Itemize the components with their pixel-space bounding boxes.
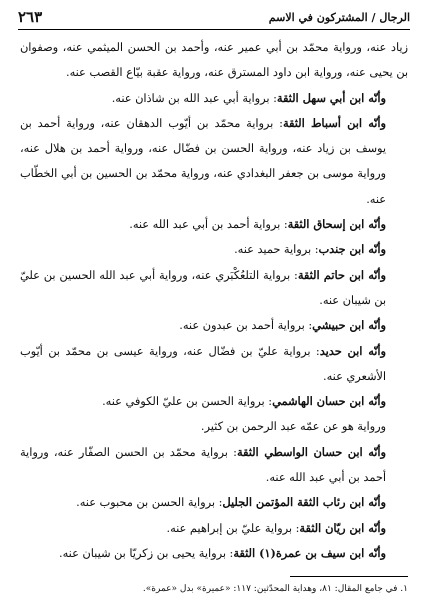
- entry-text: : برواية محمّد بن أيّوب الدهقان عنه، ورواية أحمد بن يوسف بن زياد عنه، ورواية الحسن بن فضّال عنه، ورواية أحمد بن هلال عنه، ورواية موسى بن جعفر البغدادي عنه، ورواية محمّد بن الحسين بن أبي الخطّاب عنه.: [20, 116, 386, 206]
- page-header: [18, 6, 410, 28]
- paragraph: [20, 490, 408, 515]
- entry-text: : برواية محمّد بن الحسن الصفّار عنه، ورواية أحمد بن أبي عبد الله عنه.: [20, 445, 386, 485]
- footnote-divider: [290, 576, 408, 577]
- entry-name: وأنّه ابن أسباط الثقة: [283, 115, 387, 130]
- paragraph: [20, 339, 408, 390]
- entry-name: وأنّه ابن أبي سهل الثقة: [276, 90, 386, 105]
- paragraph: [20, 35, 408, 86]
- entry-text: : برواية الحسن بن محبوب عنه.: [76, 496, 223, 510]
- entry-name: وأنّه ابن حسان الواسطي الثقة: [236, 444, 386, 459]
- paragraph: [20, 86, 408, 111]
- entry-text: : برواية عليّ بن إبراهيم عنه.: [166, 521, 300, 535]
- entry-name: وأنّه ابن رئاب الثقة المؤتمن الجليل: [222, 495, 386, 510]
- entry-name: وأنّه ابن حديد: [319, 343, 386, 358]
- paragraph: [20, 237, 408, 262]
- entry-name: وأنّه ابن حاتم الثقة: [297, 267, 386, 282]
- paragraph: [20, 541, 408, 566]
- entry-name: وأنّه ابن حبيشي: [312, 318, 386, 333]
- page-number: ٢٦٣: [18, 8, 43, 26]
- entry-text: : برواية أحمد بن عبدون عنه.: [179, 319, 313, 333]
- entry-text: : برواية عليّ بن فضّال عنه، ورواية عيسى بن محمّد بن أيّوب الأشعري عنه.: [20, 344, 386, 383]
- paragraph: [20, 212, 408, 237]
- paragraph: [20, 263, 408, 314]
- paragraph: [20, 389, 408, 414]
- entry-name: وأنّه ابن جندب: [318, 242, 386, 257]
- entry-name: وأنّه ابن حسان الهاشمي: [272, 394, 386, 409]
- header-divider: [18, 29, 410, 30]
- entry-name: وأنّه ابن ريّان الثقة: [299, 520, 386, 535]
- entry-text: زياد عنه، ورواية محمّد بن أبي عمير عنه، وأحمد بن الحسن الميثمي عنه، وصفوان بن يحيى عنه، ورواية ابن داود المسترق عنه، ورواية عقبة بيّاع القصب عنه.: [20, 41, 408, 80]
- footnote: ١. في جامع المقال: ٨١، وهداية المحدّثين: ١١٧: «عميرة» بدل «عمرة».: [142, 584, 408, 594]
- entry-text: : برواية أبي عبد الله بن شاذان عنه.: [111, 91, 277, 105]
- entry-text: : برواية التلعُكْبَري عنه، ورواية أبي عبد الله الحسين بن عليّ بن شيبان عنه.: [20, 268, 386, 307]
- paragraph: [20, 414, 408, 439]
- paragraph: [20, 111, 408, 212]
- entry-text: : برواية الحسن بن عليّ الكوفي عنه.: [102, 395, 273, 409]
- entry-text: : برواية حميد عنه.: [234, 243, 319, 257]
- entry-name: وأنّه ابن سيف بن عمرة(١) الثقة: [233, 545, 386, 560]
- running-title: الرجال / المشتركون في الاسم: [268, 10, 410, 24]
- body-text: [20, 35, 408, 566]
- entry-text: ورواية هو عن عمّه عبد الرحمن بن كثير.: [200, 420, 386, 434]
- entry-name: وأنّه ابن إسحاق الثقة: [287, 217, 386, 232]
- entry-text: : برواية يحيى بن زكريّا بن شيبان عنه.: [59, 546, 234, 560]
- paragraph: [20, 440, 408, 491]
- paragraph: [20, 516, 408, 541]
- entry-text: : برواية أحمد بن أبي عبد الله عنه.: [129, 218, 288, 232]
- paragraph: [20, 313, 408, 338]
